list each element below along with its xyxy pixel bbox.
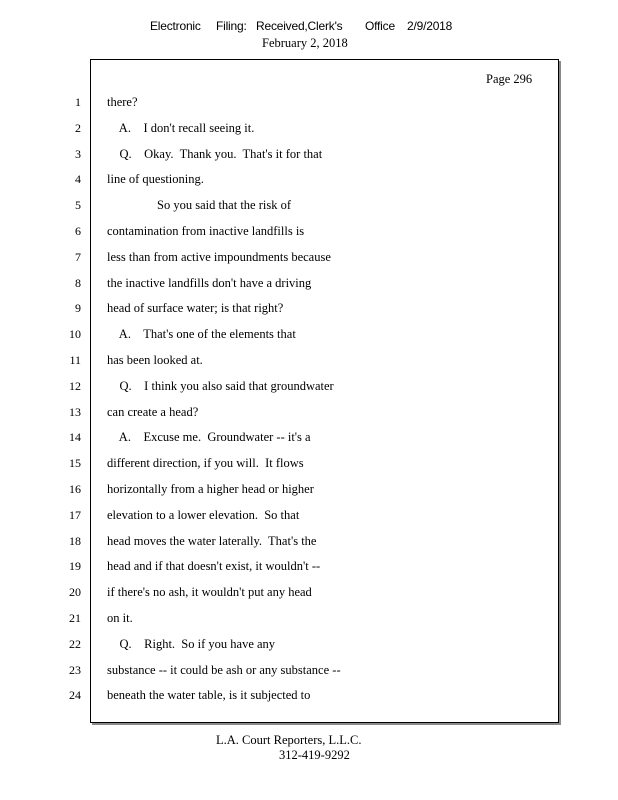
transcript-line: if there's no ash, it wouldn't put any head [107,585,312,600]
line-number: 11 [69,352,81,367]
line-number: 19 [69,559,81,574]
line-number: 16 [69,481,81,496]
document-date: February 2, 2018 [262,36,348,50]
line-number: 3 [75,146,81,161]
transcript-line: Q. Right. So if you have any [107,636,276,651]
line-number: 17 [69,507,81,522]
line-number: 20 [69,585,81,600]
filing-date: 2/9/2018 [407,19,453,33]
line-number: 22 [69,636,81,651]
line-number: 24 [69,688,81,703]
line-number: 13 [69,404,81,419]
line-number: 18 [69,533,81,548]
transcript-line: head of surface water; is that right? [107,301,284,316]
transcript-line: can create a head? [107,404,199,419]
court-reporter-phone: 312-419-9292 [279,748,350,762]
line-number: 8 [75,275,81,290]
line-number: 15 [69,456,81,471]
transcript-line: has been looked at. [107,352,203,367]
line-number: 7 [75,249,81,264]
line-number: 21 [69,610,81,625]
line-number: 2 [75,120,81,135]
line-number: 6 [75,223,81,238]
transcript-line: Q. Okay. Thank you. That's it for that [107,146,323,161]
filing-word-received: Received,Clerk's [256,19,343,33]
electronic-filing-stamp [0,19,618,35]
transcript-line: substance -- it could be ash or any substance -- [107,662,341,677]
transcript-line: So you said that the risk of [107,198,292,213]
line-number: 23 [69,662,81,677]
line-number: 10 [69,327,81,342]
court-reporter-name: L.A. Court Reporters, L.L.C. [216,733,362,747]
transcript-line: A. Excuse me. Groundwater -- it's a [107,430,311,445]
line-number: 1 [75,95,81,109]
line-number: 12 [69,378,81,393]
transcript-line: head and if that doesn't exist, it wouldn't -- [107,559,321,574]
transcript-line: contamination from inactive landfills is [107,223,305,238]
transcript-line: on it. [107,610,133,625]
transcript-line: different direction, if you will. It flows [107,456,304,471]
transcript-line: elevation to a lower elevation. So that [107,507,300,522]
filing-word-electronic: Electronic [150,19,201,33]
transcript-line: the inactive landfills don't have a driving [107,275,312,290]
line-number-column [55,95,81,714]
filing-word-filing: Filing: [216,19,247,33]
page-number: Page 296 [486,72,533,86]
transcript-text [107,95,547,714]
transcript-line: head moves the water laterally. That's the [107,533,317,548]
transcript-line: A. I don't recall seeing it. [107,120,255,135]
transcript-line: horizontally from a higher head or higher [107,481,314,496]
transcript-line: beneath the water table, is it subjected to [107,688,311,703]
transcript-line: Q. I think you also said that groundwater [107,378,334,393]
filing-word-office: Office [365,19,395,33]
transcript-line: less than from active impoundments because [107,249,331,264]
transcript-line: A. That's one of the elements that [107,327,296,342]
transcript-line: there? [107,95,138,109]
line-number: 5 [75,198,81,213]
transcript-line: line of questioning. [107,172,204,187]
line-number: 14 [69,430,81,445]
line-number: 9 [75,301,81,316]
line-number: 4 [75,172,81,187]
